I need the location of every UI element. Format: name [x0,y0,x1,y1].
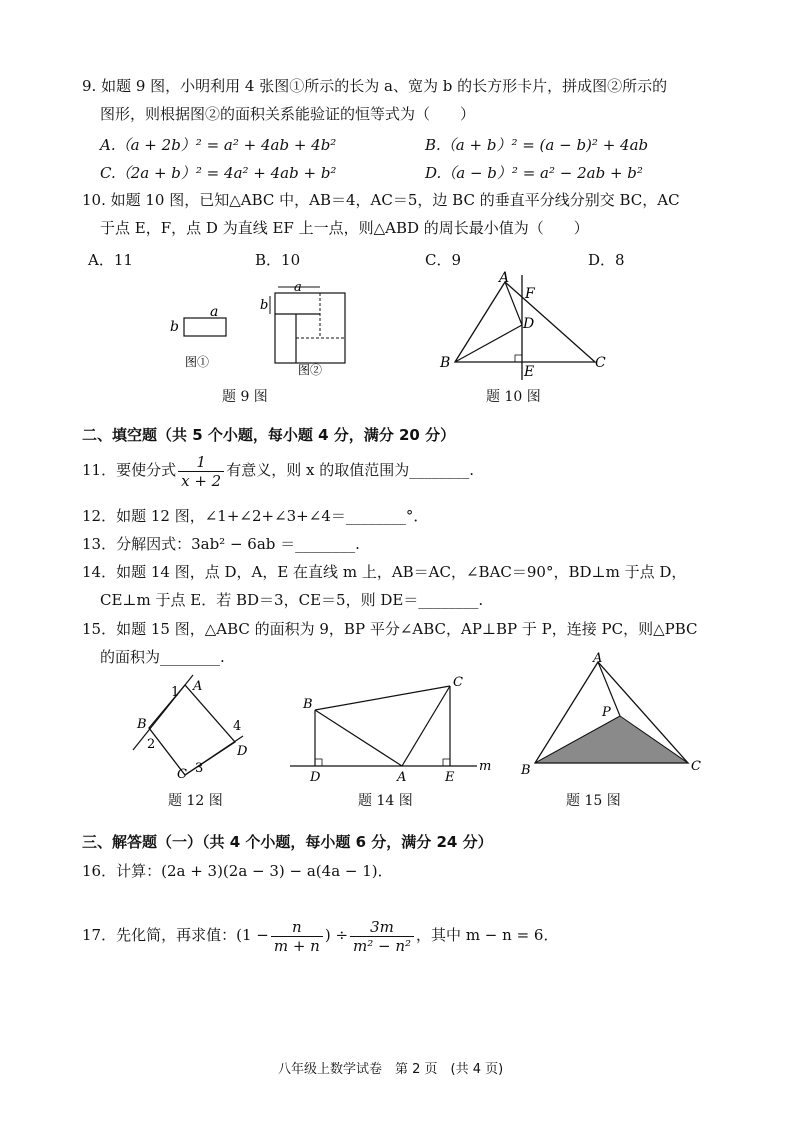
figure-12 [125,670,265,785]
fig14-title: 题 14 图 [358,793,413,809]
q11 [82,448,474,492]
q10-line2: 于点 E，F，点 D 为直线 EF 上一点，则△ABD 的周长最小值为（ ） [100,219,589,237]
fig9-label-a2: a [294,280,302,295]
fig12-label-c: C [177,767,187,782]
fig9-big-square [275,293,345,363]
q11-suffix: 有意义，则 x 的取值范围为________. [226,461,474,479]
q17-f2-den: m² − n² [353,936,412,955]
q17-suffix: ，其中 m − n = 6． [416,926,559,944]
fig9-label-a1: a [210,304,219,320]
fig9-caption2: 图② [298,363,323,377]
q14-line2: CE⊥m 于点 E．若 BD＝3，CE＝5，则 DE＝________. [100,591,484,609]
fig12-label-a: A [193,679,203,694]
fig12-label-b: B [137,717,147,732]
fig14-label-e: E [445,770,455,783]
fig15-label-c: C [691,759,701,774]
q17 [82,912,558,958]
fig10-label-c: C [595,355,606,371]
fig10-label-b: B [440,355,451,371]
q16: 16．计算：(2a + 3)(2a − 3) − a(4a − 1)． [82,862,393,880]
q17-prefix: 17．先化简，再求值：(1 − [82,926,269,944]
fig9-card [184,318,226,336]
fig14-label-m: m [479,759,492,774]
q17-mid: ) ÷ [324,926,349,944]
fig10-bd [455,325,522,362]
q11-fraction [178,453,224,490]
fig9-label-b2: b [260,298,269,313]
page-footer: 八年级上数学试卷 第 2 页 (共 4 页) [278,1062,504,1077]
fig14-ac [402,686,450,766]
q17-f1-den: m + n [273,936,320,955]
q9-option-b: B.（a + b）² = (a − b)² + 4ab [425,136,649,154]
fig9-label-b1: b [170,319,179,335]
figure-9 [160,276,360,381]
q15-line1: 15．如题 15 图，△ABC 的面积为 9，BP 平分∠ABC，AP⊥BP 于 P，连接 PC，则△PBC [82,620,698,638]
q13: 13．分解因式：3ab² − 6ab ＝________. [82,535,360,553]
q10-option-a: A．11 [88,251,133,269]
q17-fraction1 [271,918,323,955]
q9-line1: 9. 如题 9 图，小明利用 4 张图①所示的长为 a、宽为 b 的长方形卡片，拼成图②所示的 [82,77,668,95]
fig10-ad [505,282,522,325]
q10-option-c: C．9 [425,251,462,269]
fig12-label-d: D [237,744,248,759]
q9-option-c: C.（2a + b）² = 4a² + 4ab + b² [100,164,337,182]
fig10-label-d: D [523,316,535,332]
fig15-label-a: A [593,651,603,666]
figure-15 [515,650,715,780]
fig14-label-c: C [453,675,463,690]
q14-line1: 14．如题 14 图，点 D，A，E 在直线 m 上，AB＝AC，∠BAC＝90°，BD⊥m 于点 D， [82,563,687,581]
q10-line1: 10. 如题 10 图，已知△ABC 中，AB＝4，AC＝5，边 BC 的垂直平分线分别交 BC，AC [82,191,680,209]
fig10-title: 题 10 图 [486,389,541,405]
q10-option-b: B．10 [255,251,301,269]
q11-prefix: 11．要使分式 [82,461,177,479]
fig12-quad [149,685,235,775]
fig9-title: 题 9 图 [222,389,268,405]
fig10-label-f: F [525,286,535,302]
fig10-label-e: E [524,364,535,380]
figure-14 [285,668,495,783]
fig12-title: 题 12 图 [168,793,223,809]
q10-option-d: D．8 [588,251,625,269]
fig14-right-angle-e [443,759,450,766]
q11-den: x + 2 [181,471,222,490]
q15-line2: 的面积为________. [100,648,225,666]
fig12-label-2: 2 [147,737,156,752]
q9-option-a: A.（a + 2b）² = a² + 4ab + 4b² [100,136,337,154]
fig15-label-b: B [521,763,531,778]
fig12-label-3: 3 [195,761,204,776]
fig14-bc [315,686,450,710]
section-2-heading: 二、填空题（共 5 个小题，每小题 4 分，满分 20 分） [82,426,456,444]
q11-num: 1 [178,453,224,472]
figure-10 [435,270,615,382]
section-3-heading: 三、解答题（一）（共 4 个小题，每小题 6 分，满分 24 分） [82,833,493,851]
q17-f1-num: n [271,918,323,937]
fig10-label-a: A [499,270,510,286]
fig14-right-angle-d [315,759,322,766]
q17-f2-num: 3m [350,918,414,937]
fig15-title: 题 15 图 [566,793,621,809]
fig12-ext-ab [133,675,193,750]
fig12-label-4: 4 [233,719,242,734]
fig10-right-angle [515,355,522,362]
q17-fraction2 [350,918,414,955]
fig14-ba [315,710,402,766]
fig12-label-1: 1 [171,685,180,700]
fig9-caption1: 图① [185,355,210,369]
q9-option-d: D.（a − b）² = a² − 2ab + b² [425,164,643,182]
q12: 12．如题 12 图，∠1+∠2+∠3+∠4＝________°． [82,507,429,525]
q9-line2: 图形，则根据图②的面积关系能验证的恒等式为（ ） [100,105,476,123]
fig14-label-b: B [303,697,313,712]
fig12-ext-cd [185,736,243,775]
fig15-label-p: P [602,705,611,720]
fig14-label-d: D [310,770,321,783]
fig14-label-a: A [397,770,407,783]
